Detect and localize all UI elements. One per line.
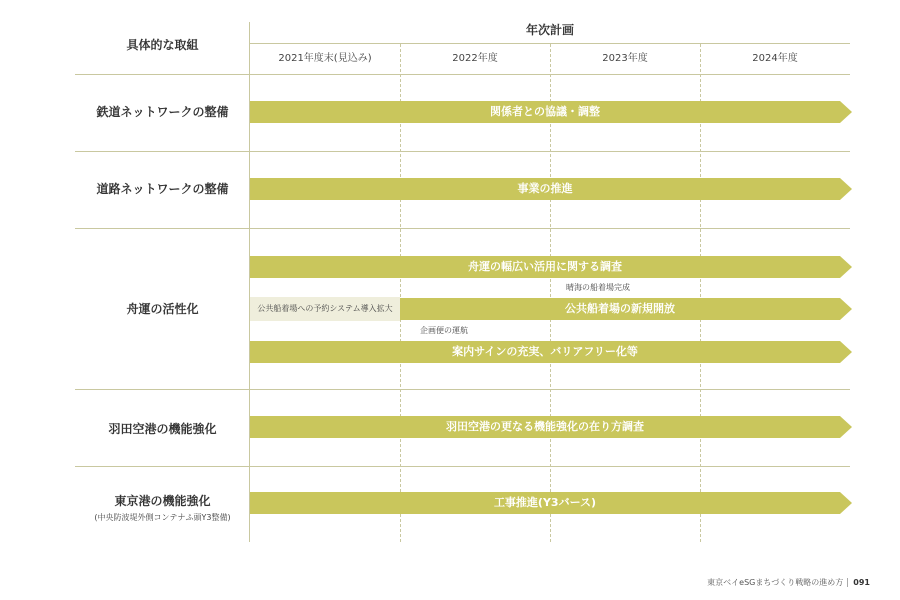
footer-separator — [847, 578, 848, 587]
bar-label: 舟運の幅広い活用に関する調査 — [468, 260, 622, 273]
timeline-arrow-bar — [250, 298, 852, 320]
row-label-road: 道路ネットワークの整備 — [96, 182, 229, 196]
bar-label: 事業の推進 — [517, 182, 573, 195]
bar-label: 公共船着場の新規開放 — [565, 302, 675, 315]
year-header: 2023年度 — [602, 53, 648, 64]
row-divider — [75, 466, 850, 467]
column-header-annual-plan: 年次計画 — [525, 23, 574, 37]
row-label-haneda: 羽田空港の機能強化 — [108, 422, 217, 436]
bar-label: 工事推進(Y3バース) — [493, 496, 597, 509]
bar-label: 案内サインの充実、バリアフリー化等 — [452, 345, 638, 358]
row-divider — [75, 151, 850, 152]
row-label-railway: 鉄道ネットワークの整備 — [96, 105, 229, 119]
row-divider — [75, 228, 850, 229]
prior-period-note: 公共船着場への予約システム導入拡大 — [250, 297, 400, 321]
page-number: 091 — [853, 578, 870, 587]
timeline-arrow-bar — [250, 178, 852, 200]
timeline-arrow-bar — [250, 416, 852, 438]
year-header: 2021年度末(見込み) — [278, 53, 372, 64]
milestone-note: 企画便の運航 — [420, 326, 468, 335]
row-label-tokyo-port-sub: (中央防波堤外側コンテナふ頭Y3整備) — [94, 513, 231, 522]
header-divider-vertical — [249, 22, 250, 542]
row-label-tokyo-port — [75, 492, 250, 523]
timeline-arrow-bar — [250, 492, 852, 514]
row-label-tokyo-port-title: 東京港の機能強化 — [114, 494, 211, 508]
timeline-arrow-bar — [250, 101, 852, 123]
bar-label: 羽田空港の更なる機能強化の在り方調査 — [446, 420, 644, 433]
year-header: 2024年度 — [752, 53, 798, 64]
year-header: 2022年度 — [452, 53, 498, 64]
page-footer — [707, 577, 870, 588]
milestone-note: 晴海の船着場完成 — [566, 283, 630, 292]
timeline-arrow-bar — [250, 256, 852, 278]
row-label-waterborne: 舟運の活性化 — [126, 302, 199, 316]
bar-label: 関係者との協議・調整 — [490, 105, 600, 118]
row-divider — [75, 389, 850, 390]
timeline-arrow-bar — [250, 341, 852, 363]
column-header-initiatives: 具体的な取組 — [126, 38, 199, 52]
header-bottom-line — [75, 74, 850, 75]
footer-title: 東京ベイeSGまちづくり戦略の進め方 — [707, 578, 844, 587]
